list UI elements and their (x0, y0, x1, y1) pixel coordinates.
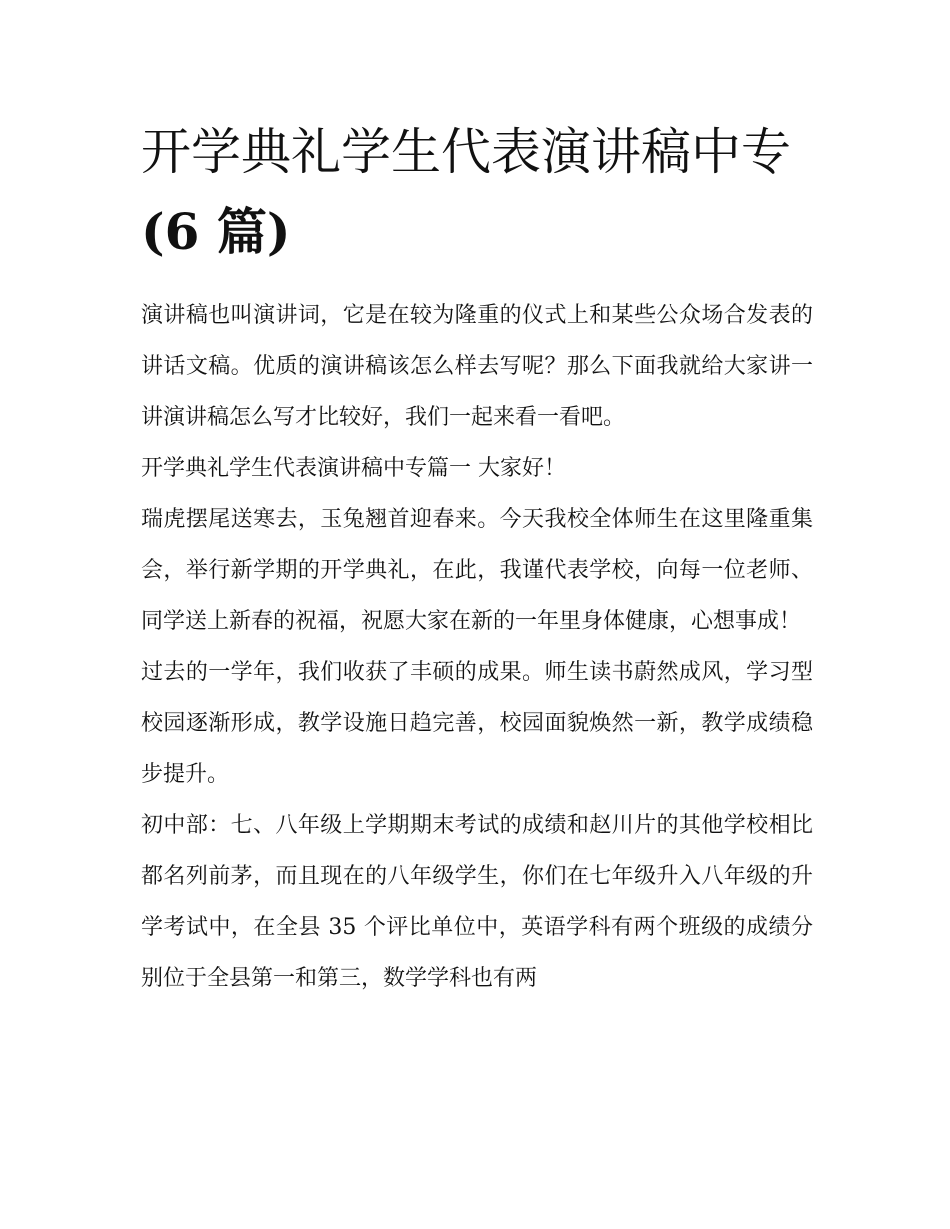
paragraph-section-heading: 开学典礼学生代表演讲稿中专篇一 大家好！ (141, 456, 566, 481)
paragraph-junior-high: 初中部：七、八年级上学期期末考试的成绩和赵川片的其他学校相比都名列前茅，而且现在的八年级学生，你们在七年级升入八年级的升学考试中，在全县 35 个评比单位中，英语学科有两个班级的成绩分别位于全县第一和第三，数学学科也有两 (141, 813, 813, 991)
paragraph-intro: 演讲稿也叫演讲词，它是在较为隆重的仪式上和某些公众场合发表的讲话文稿。优质的演讲稿该怎么样去写呢？那么下面我就给大家讲一讲演讲稿怎么写才比较好，我们一起来看一看吧。 (141, 303, 813, 430)
paragraph-achievements: 过去的一学年，我们收获了丰硕的成果。师生读书蔚然成风，学习型校园逐渐形成，教学设施日趋完善，校园面貌焕然一新，教学成绩稳步提升。 (141, 660, 813, 787)
paragraph-greeting: 瑞虎摆尾送寒去，玉兔翘首迎春来。今天我校全体师生在这里隆重集会，举行新学期的开学典礼，在此，我谨代表学校，向每一位老师、同学送上新春的祝福，祝愿大家在新的一年里身体健康，心想事成！ (141, 507, 813, 634)
title-line-2: (6 篇) (141, 202, 291, 261)
document-page (141, 112, 813, 1004)
document-title (141, 112, 813, 272)
document-body (141, 290, 813, 1004)
title-line-1: 开学典礼学生代表演讲稿中专 (141, 123, 791, 181)
